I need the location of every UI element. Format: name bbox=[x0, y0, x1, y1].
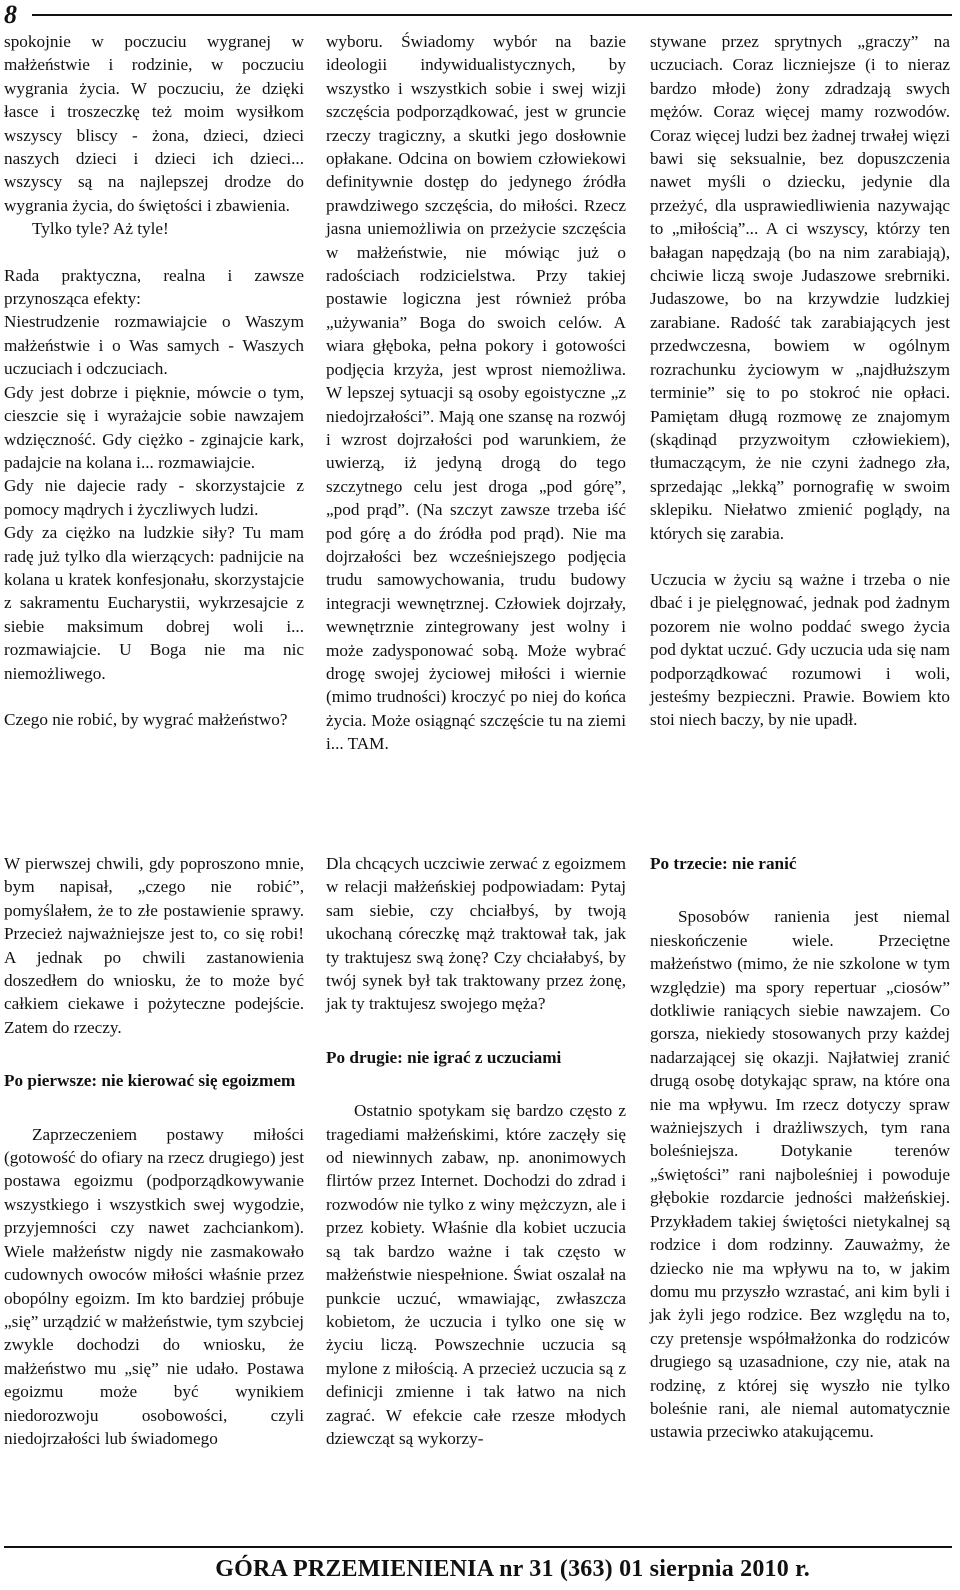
bottom-rule bbox=[4, 1546, 952, 1548]
column-2 bbox=[326, 30, 626, 756]
paragraph: Gdy jest dobrze i pięknie, mówcie o tym, cieszcie się i wyrażajcie sobie nawzajem wdzięczność. Gdy ciężko - zginajcie kark, padajcie na kolana i... rozmawiajcie. bbox=[4, 382, 304, 472]
paragraph: Uczucia w życiu są ważne i trzeba o nie dbać i je pielęgnować, jednak pod żadnym pozorem nie wolno poddać swego życia pod dyktat uczuć. Gdy uczucia uda się nam podporządkować rozumowi i woli, jesteśmy bezpieczni. Prawie. Bowiem kto stoi niech baczy, by nie upadł. bbox=[650, 569, 950, 730]
column-3 bbox=[650, 30, 950, 732]
section-heading: Po trzecie: nie ranić bbox=[650, 854, 797, 873]
column-1-lower bbox=[4, 852, 304, 1450]
paragraph: spokojnie w poczuciu wygranej w małżeństwie i rodzinie, w poczuciu wygrania życia. W poczuciu, że dzięki łasce i troszeczkę też moim wysiłkom wszyscy bliscy - żona, dzieci, dzieci naszych dzieci i dzieci ich dzieci... wszyscy są na najlepszej drodze do wygrania życia, do świętości i zbawienia. bbox=[4, 32, 304, 215]
paragraph: Czego nie robić, by wygrać małżeństwo? bbox=[4, 709, 288, 729]
column-1 bbox=[4, 30, 304, 731]
top-rule bbox=[32, 14, 952, 16]
column-3-lower bbox=[650, 852, 950, 1444]
paragraph: Niestrudzenie rozmawiajcie o Waszym małżeństwie i o Was samych - Waszych uczuciach i odczuciach. bbox=[4, 312, 304, 379]
paragraph: stywane przez sprytnych „graczy” na uczuciach. Coraz liczniejsze (i to nieraz bardzo młode) żony zdradzają swych mężów. Coraz więcej mamy rozwodów. Coraz więcej ludzi bez żadnej trwałej więzi bawi się seksualnie, bez dopuszczenia nawet myśli o dziecku, jedynie dla przeżyć, dla usprawiedliwienia nazywając to „miłością”... A ci wszyscy, którzy ten bałagan napędzają (bo na nim zarabiają), chciwie liczą swoje Judaszowe srebrniki. Judaszowe, bo na krzywdzie ludzkiej zarabiane. Radość tak zarabiających jest przedwczesna, bowiem w ogólnym rozrachunku życiowym w „najdłuższym terminie” się to po stokroć nie opłaci. Pamiętam długą rozmowę ze znajomym (skądinąd przyzwoitym człowiekiem), tłumaczącym, że nie czyni żadnego zła, sprzedając „lekką” pornografię w swoim sklepiku. Niełatwo zmienić poglądy, na których się zarabia. bbox=[650, 32, 950, 543]
paragraph: Dla chcących uczciwie zerwać z egoizmem w relacji małżeńskiej podpowiadam: Pytaj sam siebie, czy chciałbyś, by twoją ukochaną córeczkę mąż traktował tak, jak ty traktujesz swą żonę? Czy chciałabyś, by twój synek był tak traktowany przez żonę, jak ty traktujesz swojego męża? bbox=[326, 854, 626, 1014]
paragraph: Gdy nie dajecie rady - skorzystajcie z pomocy mądrych i życzliwych ludzi. bbox=[4, 476, 304, 519]
column-2-lower bbox=[326, 852, 626, 1450]
footer-title: GÓRA PRZEMIENIENIA nr 31 (363) 01 sierpnia 2010 r. bbox=[215, 1556, 810, 1582]
section-heading: Po pierwsze: nie kierować się egoizmem bbox=[4, 1071, 296, 1091]
paragraph: Ostatnio spotykam się bardzo często z tragediami małżeńskimi, które zaczęły się od niewinnych zabaw, np. anonimowych flirtów przez Internet. Dochodzi do zdrad i rozwodów nie tylko z winy mężczyzn, ale i przez kobiety. Właśnie dla kobiet uczucia są tak bardzo ważne i tak często w małżeństwie niespełnione. Świat oszalał na punkcie uczuć, wmawiając, zwłaszcza kobietom, że uczucia i tylko one się w życiu liczą. Powszechnie uczucia są mylone z miłością. A przecież uczucia są z definicji zmienne i tak łatwo na nich zagrać. W efekcie całe rzesze młodych dziewcząt są wykorzy- bbox=[326, 1101, 626, 1448]
paragraph: W pierwszej chwili, gdy poproszono mnie, bym napisał, „czego nie robić”, pomyślałem, że to złe postawienie sprawy. Przecież najważniejsze jest to, co się robi! A jednak po chwili zastanowienia doszedłem do wniosku, że to może być całkiem ciekawe i pożyteczne podejście. Zatem do rzeczy. bbox=[4, 854, 304, 1037]
paragraph: Tylko tyle? Aż tyle! bbox=[32, 219, 169, 239]
paragraph: Sposobów ranienia jest niemal nieskończenie wiele. Przeciętne małżeństwo (mimo, że nie szkolone w tym względzie) ma spory repertuar „ciosów” dotkliwie raniących siebie nawzajem. Co gorsza, niekiedy stosowanych przy każdej nadarzającej się okazji. Najłatwiej zranić drugą osobę dotykając spraw, na które ona nie ma wpływu. Im rzecz dotyczy spraw ważniejszych i drażliwszych, tym rana boleśniejsza. Dotykanie terenów „świętości” rani najboleśniej i powoduje głębokie rozdarcie jedności małżeńskiej. Przykładem takiej świętości nietykalnej są rodzice i dom rodzinny. Zauważmy, że dziecko nie ma wpływu na to, w jakim domu mu przyszło wzrastać, ani kim byli i jak żyli jego rodzice. Bez względu na to, czy pretensje współmałżonka do rodziców drugiego są uzasadnione, czy nie, atak na rodzinę, z której się wyszło nie tylko boleśnie rani, ale niemal automatycznie ustawia przeciwko atakującemu. bbox=[650, 907, 950, 1442]
section-heading: Po drugie: nie igrać z uczuciami bbox=[326, 1047, 562, 1067]
paragraph: Gdy za ciężko na ludzkie siły? Tu mam radę już tylko dla wierzących: padnijcie na kolana u kratek konfesjonału, skorzystajcie z sakramentu Eucharystii, wykrzesajcie z siebie maksimum dobrej woli i... rozmawiajcie. U Boga nie ma nic niemożliwego. bbox=[4, 523, 304, 683]
paragraph: Zaprzeczeniem postawy miłości (gotowość do ofiary na rzecz drugiego) jest postawa egoizmu (podporządkowywanie wszystkiego i wszystkich swej wygodzie, przyjemności czy nawet zachciankom). Wiele małżeństw nigdy nie zasmakowało cudownych owoców miłości właśnie przez obopólny egoizm. Im kto bardziej próbuje „się” urządzić w małżeństwie, tym szybciej zwykle dochodzi do wniosku, że małżeństwo mu „się” nie udało. Postawa egoizmu może być wynikiem niedorozwoju osobowości, czyli niedojrzałości lub świadomego bbox=[4, 1124, 304, 1448]
paragraph: Rada praktyczna, realna i zawsze przynosząca efekty: bbox=[4, 265, 304, 309]
paragraph: wyboru. Świadomy wybór na bazie ideologii indywidualistycznych, by wszystko i wszystkich sobie i swej wizji szczęścia podporządkować, jest w gruncie rzeczy tragiczny, a skutki jego dosłownie opłakane. Odcina on bowiem człowiekowi definitywnie dostęp do jedynego źródła prawdziwego szczęścia, do miłości. Rzecz jasna uniemożliwia on przeżycie szczęścia w małżeństwie, nie mówiąc już o radościach rodzicielstwa. Przy takiej postawie logiczna jest również próba „używania” Boga do swoich celów. A wiara głęboka, pełna pokory i gotowości podjęcia krzyża, jest wprost niemożliwa. W lepszej sytuacji są osoby egoistyczne „z niedojrzałości”. Mają one szansę na rozwój i wzrost dojrzałości pod warunkiem, że uwierzą, iż jedyną drogą do tego szczytnego celu jest droga „pod górę”, „pod prąd”. (Na szczyt zawsze trzeba iść pod górę a do źródła pod prąd). Nie ma dojrzałości bez wcześniejszego podjęcia trudu samowychowania, trudu budowy integracji wewnętrznej. Człowiek dojrzały, wewnętrznie zintegrowany jest wolny i może zadysponować sobą. Może wybrać drogę swojej życiowej miłości i wiernie (mimo trudności) kroczyć po niej do końca życia. Może osiągnąć szczęście tu na ziemi i... TAM. bbox=[326, 32, 626, 754]
page-number: 8 bbox=[4, 0, 17, 29]
